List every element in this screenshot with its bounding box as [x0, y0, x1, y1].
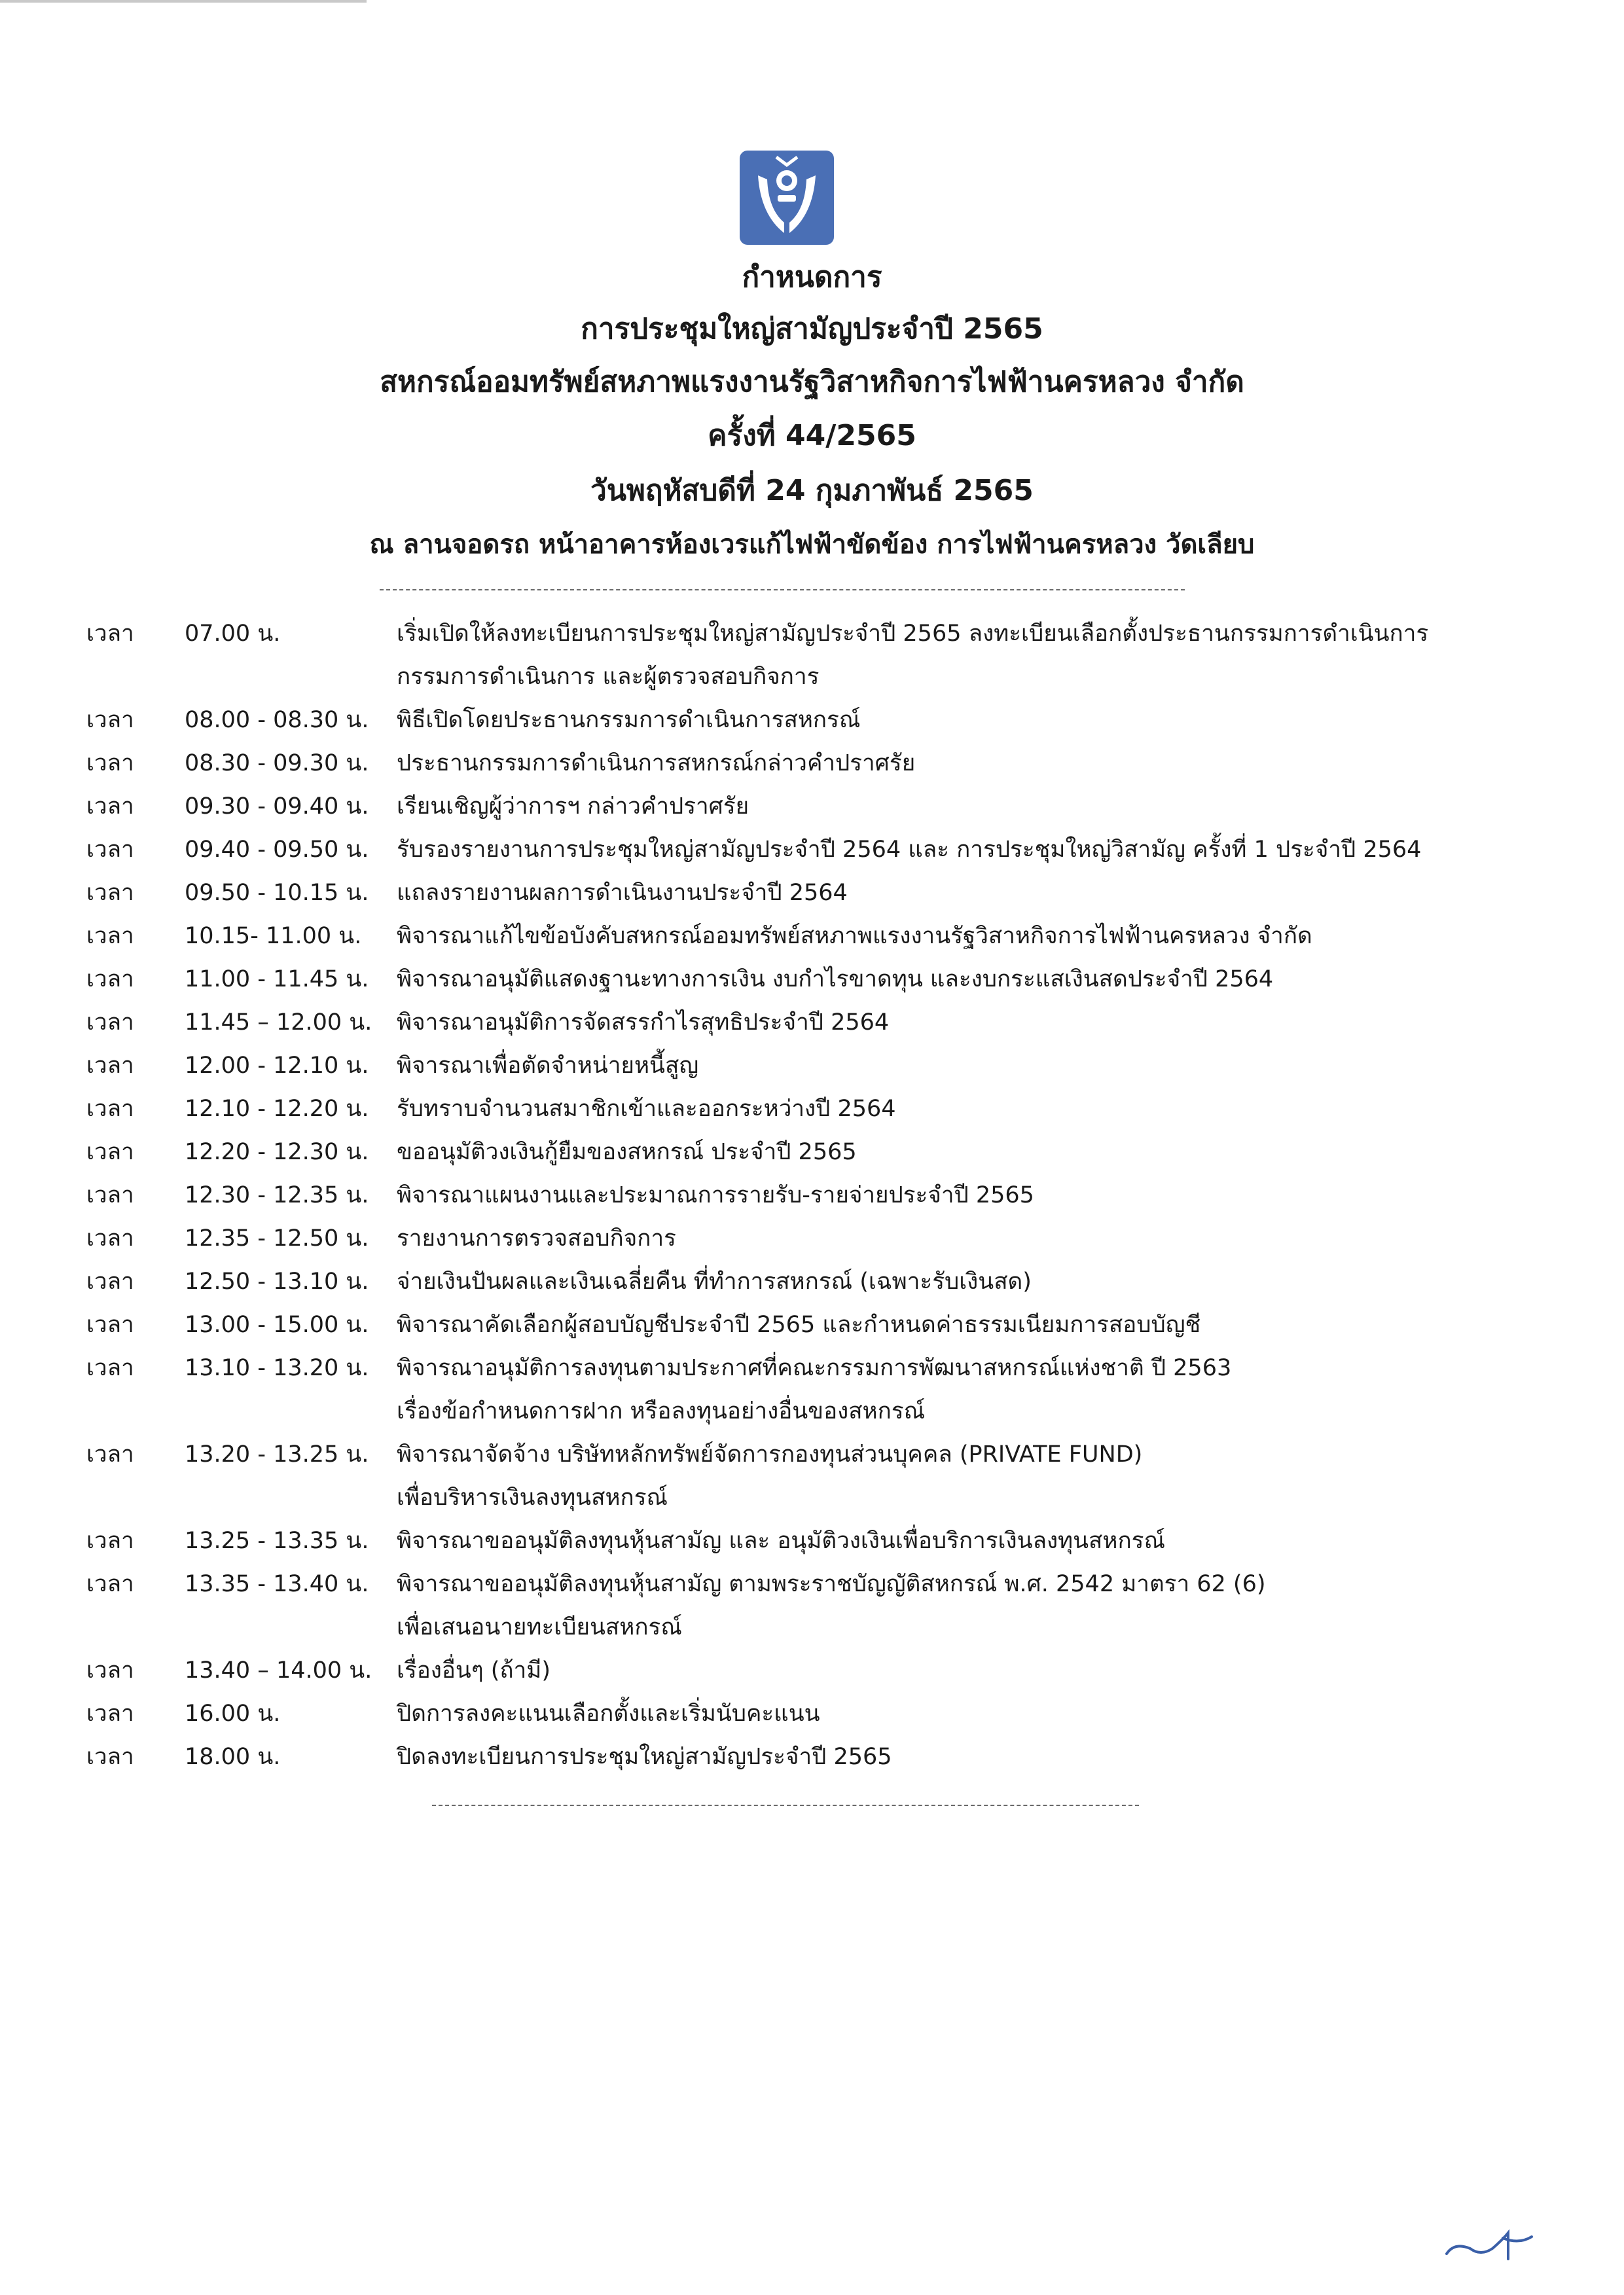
time-label: เวลา: [86, 1312, 134, 1338]
agenda-line: เพื่อเสนอนายทะเบียนสหกรณ์: [397, 1614, 682, 1640]
time-range: 13.40 – 14.00 น.: [185, 1657, 372, 1684]
schedule-row: [86, 1433, 1566, 1519]
meeting-venue: ณ ลานจอดรถ หน้าอาคารห้องเวรแก้ไฟฟ้าขัดข้อง การไฟฟ้านครหลวง วัดเลียบ: [369, 530, 1255, 560]
agenda-description: [397, 785, 1566, 828]
schedule-row: [86, 1130, 1566, 1174]
time-range: 09.40 - 09.50 น.: [185, 837, 369, 863]
time-label: เวลา: [86, 621, 134, 647]
agenda-line: พิจารณาอนุมัติแสดงฐานะทางการเงิน งบกำไรขาดทุน และงบกระแสเงินสดประจำปี 2564: [397, 966, 1274, 992]
schedule-row: [86, 1044, 1566, 1087]
agenda-description: [397, 828, 1566, 871]
agenda-description: [397, 1303, 1566, 1346]
time-label: เวลา: [86, 837, 134, 863]
agenda-description: [397, 1735, 1566, 1779]
time-range: 13.25 - 13.35 น.: [185, 1528, 369, 1554]
agenda-line: เริ่มเปิดให้ลงทะเบียนการประชุมใหญ่สามัญประจำปี 2565 ลงทะเบียนเลือกตั้งประธานกรรมการดำเนินการ: [397, 621, 1429, 647]
agenda-line: ขออนุมัติวงเงินกู้ยืมของสหกรณ์ ประจำปี 2565: [397, 1139, 857, 1165]
agenda-description: [397, 1563, 1566, 1649]
time-label: เวลา: [86, 1053, 134, 1079]
time-range: 16.00 น.: [185, 1701, 281, 1727]
time-range: 12.00 - 12.10 น.: [185, 1053, 369, 1079]
agenda-line: กรรมการดำเนินการ และผู้ตรวจสอบกิจการ: [397, 664, 820, 690]
agenda-line: พิจารณาอนุมัติการจัดสรรกำไรสุทธิประจำปี 2564: [397, 1009, 890, 1036]
schedule-row: [86, 958, 1566, 1001]
agenda-description: [397, 698, 1566, 742]
schedule-list: [86, 612, 1566, 1779]
schedule-row: [86, 871, 1566, 914]
schedule-row: [86, 1649, 1566, 1692]
time-label: เวลา: [86, 1139, 134, 1165]
agenda-description: [397, 1044, 1566, 1087]
document-title: กำหนดการ: [742, 261, 882, 294]
agenda-line: ปิดลงทะเบียนการประชุมใหญ่สามัญประจำปี 2565: [397, 1744, 892, 1770]
schedule-row: [86, 1303, 1566, 1346]
agenda-description: [397, 1692, 1566, 1735]
agenda-description: [397, 914, 1566, 958]
scan-edge-mark: [0, 0, 367, 3]
schedule-row: [86, 1346, 1566, 1433]
document-header: [0, 252, 1624, 570]
agenda-line: เรื่องข้อกำหนดการฝาก หรือลงทุนอย่างอื่นของสหกรณ์: [397, 1398, 926, 1424]
schedule-row: [86, 914, 1566, 958]
time-label: เวลา: [86, 1528, 134, 1554]
agenda-line: เรียนเชิญผู้ว่าการฯ กล่าวคำปราศรัย: [397, 793, 749, 820]
agenda-line: ปิดการลงคะแนนเลือกตั้งและเริ่มนับคะแนน: [397, 1701, 820, 1727]
agenda-description: [397, 1217, 1566, 1260]
organization-name: สหกรณ์ออมทรัพย์สหภาพแรงงานรัฐวิสาหกิจการไฟฟ้านครหลวง จำกัด: [380, 365, 1244, 399]
time-range: 13.35 - 13.40 น.: [185, 1571, 369, 1597]
schedule-row: [86, 742, 1566, 785]
agenda-line: พิจารณาขออนุมัติลงทุนหุ้นสามัญ ตามพระราชบัญญัติสหกรณ์ พ.ศ. 2542 มาตรา 62 (6): [397, 1571, 1266, 1597]
schedule-row: [86, 785, 1566, 828]
agenda-description: [397, 1649, 1566, 1692]
agenda-line: พิจารณาขออนุมัติลงทุนหุ้นสามัญ และ อนุมัติวงเงินเพื่อบริการเงินลงทุนสหกรณ์: [397, 1528, 1165, 1554]
agenda-description: [397, 871, 1566, 914]
time-label: เวลา: [86, 1571, 134, 1597]
schedule-row: [86, 1692, 1566, 1735]
agenda-line: เรื่องอื่นๆ (ถ้ามี): [397, 1657, 550, 1684]
time-label: เวลา: [86, 1744, 134, 1770]
time-range: 13.10 - 13.20 น.: [185, 1355, 369, 1381]
agenda-description: [397, 742, 1566, 785]
time-label: เวลา: [86, 1441, 134, 1468]
signature-mark: [1440, 2222, 1545, 2268]
schedule-row: [86, 1174, 1566, 1217]
time-label: เวลา: [86, 707, 134, 733]
agenda-line: พิจารณาจัดจ้าง บริษัทหลักทรัพย์จัดการกองทุนส่วนบุคคล (PRIVATE FUND): [397, 1441, 1143, 1468]
agenda-description: [397, 1087, 1566, 1130]
agenda-line: รายงานการตรวจสอบกิจการ: [397, 1225, 676, 1252]
agenda-description: [397, 1001, 1566, 1044]
time-range: 13.00 - 15.00 น.: [185, 1312, 369, 1338]
agenda-line: พิธีเปิดโดยประธานกรรมการดำเนินการสหกรณ์: [397, 707, 861, 733]
time-label: เวลา: [86, 1182, 134, 1208]
schedule-row: [86, 1001, 1566, 1044]
agenda-description: [397, 1130, 1566, 1174]
agenda-line: พิจารณาแก้ไขข้อบังคับสหกรณ์ออมทรัพย์สหภาพแรงงานรัฐวิสาหกิจการไฟฟ้านครหลวง จำกัด: [397, 923, 1312, 949]
agenda-line: เพื่อบริหารเงินลงทุนสหกรณ์: [397, 1485, 668, 1511]
time-range: 12.20 - 12.30 น.: [185, 1139, 369, 1165]
agenda-line: พิจารณาแผนงานและประมาณการรายรับ-รายจ่ายประจำปี 2565: [397, 1182, 1034, 1208]
time-label: เวลา: [86, 1225, 134, 1252]
agenda-line: พิจารณาอนุมัติการลงทุนตามประกาศที่คณะกรรมการพัฒนาสหกรณ์แห่งชาติ ปี 2563: [397, 1355, 1232, 1381]
time-label: เวลา: [86, 1096, 134, 1122]
time-label: เวลา: [86, 1269, 134, 1295]
agenda-description: [397, 1519, 1566, 1563]
agenda-line: รับรองรายงานการประชุมใหญ่สามัญประจำปี 2564 และ การประชุมใหญ่วิสามัญ ครั้งที่ 1 ประจำปี 2564: [397, 837, 1422, 863]
time-range: 12.30 - 12.35 น.: [185, 1182, 369, 1208]
agenda-line: จ่ายเงินปันผลและเงินเฉลี่ยคืน ที่ทำการสหกรณ์ (เฉพาะรับเงินสด): [397, 1269, 1032, 1295]
time-label: เวลา: [86, 1009, 134, 1036]
schedule-row: [86, 1735, 1566, 1779]
time-range: 11.00 - 11.45 น.: [185, 966, 369, 992]
time-label: เวลา: [86, 966, 134, 992]
cooperative-logo: [738, 149, 835, 246]
agenda-line: พิจารณาคัดเลือกผู้สอบบัญชีประจำปี 2565 และกำหนดค่าธรรมเนียมการสอบบัญชี: [397, 1312, 1201, 1338]
time-range: 12.50 - 13.10 น.: [185, 1269, 369, 1295]
agenda-line: แถลงรายงานผลการดำเนินงานประจำปี 2564: [397, 880, 848, 906]
agenda-description: [397, 1346, 1566, 1433]
time-range: 12.35 - 12.50 น.: [185, 1225, 369, 1252]
agenda-description: [397, 1260, 1566, 1303]
meeting-name: การประชุมใหญ่สามัญประจำปี 2565: [581, 312, 1043, 346]
agenda-line: พิจารณาเพื่อตัดจำหน่ายหนี้สูญ: [397, 1053, 699, 1079]
time-range: 09.30 - 09.40 น.: [185, 793, 369, 820]
time-range: 18.00 น.: [185, 1744, 281, 1770]
time-label: เวลา: [86, 793, 134, 820]
agenda-description: [397, 1433, 1566, 1519]
time-range: 08.30 - 09.30 น.: [185, 750, 369, 776]
top-dashed-rule: [380, 589, 1185, 590]
time-label: เวลา: [86, 750, 134, 776]
time-range: 11.45 – 12.00 น.: [185, 1009, 372, 1036]
time-range: 08.00 - 08.30 น.: [185, 707, 369, 733]
meeting-session: ครั้งที่ 44/2565: [708, 419, 916, 452]
time-label: เวลา: [86, 923, 134, 949]
agenda-description: [397, 958, 1566, 1001]
time-label: เวลา: [86, 1355, 134, 1381]
schedule-row: [86, 1563, 1566, 1649]
schedule-row: [86, 612, 1566, 698]
meeting-date: วันพฤหัสบดีที่ 24 กุมภาพันธ์ 2565: [590, 474, 1034, 507]
agenda-description: [397, 1174, 1566, 1217]
time-range: 07.00 น.: [185, 621, 281, 647]
schedule-row: [86, 698, 1566, 742]
bottom-dashed-rule: [432, 1805, 1139, 1806]
time-range: 13.20 - 13.25 น.: [185, 1441, 369, 1468]
agenda-line: รับทราบจำนวนสมาชิกเข้าและออกระหว่างปี 2564: [397, 1096, 896, 1122]
schedule-row: [86, 1217, 1566, 1260]
time-range: 12.10 - 12.20 น.: [185, 1096, 369, 1122]
time-range: 10.15- 11.00 น.: [185, 923, 362, 949]
time-range: 09.50 - 10.15 น.: [185, 880, 369, 906]
time-label: เวลา: [86, 1701, 134, 1727]
time-label: เวลา: [86, 1657, 134, 1684]
schedule-row: [86, 1260, 1566, 1303]
schedule-row: [86, 1087, 1566, 1130]
agenda-line: ประธานกรรมการดำเนินการสหกรณ์กล่าวคำปราศรัย: [397, 750, 916, 776]
time-label: เวลา: [86, 880, 134, 906]
agenda-description: [397, 612, 1566, 698]
schedule-row: [86, 828, 1566, 871]
schedule-row: [86, 1519, 1566, 1563]
